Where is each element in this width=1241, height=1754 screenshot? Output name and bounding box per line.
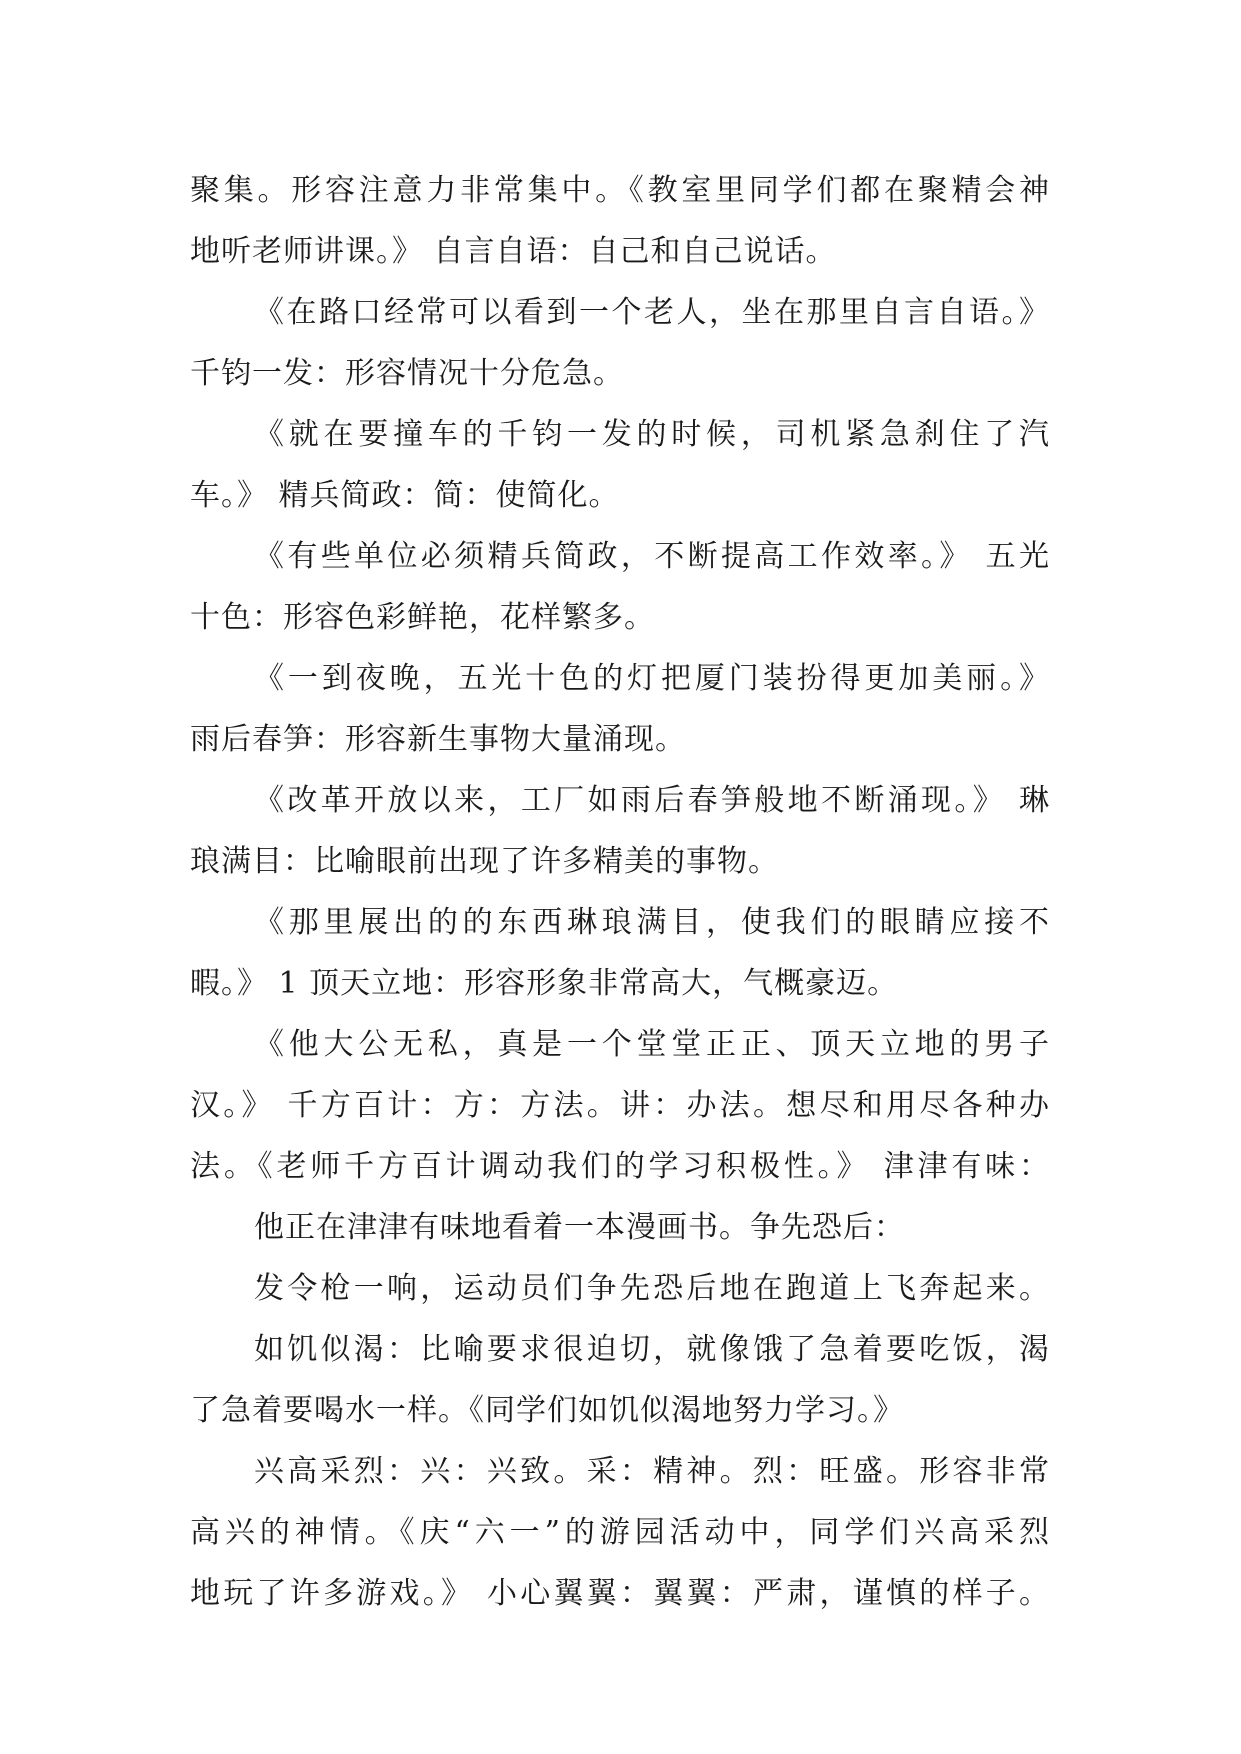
text-line: 千钧一发：形容情况十分危急。 [190,356,624,391]
text-line: 车。》 精兵简政：简：使简化。 [190,478,620,513]
text-line: 十色：形容色彩鲜艳，花样繁多。 [190,600,655,635]
text-line: 《就在要撞车的千钧一发的时候，司机紧急刹住了汽 [254,417,1050,452]
text-line: 暇。》 1 顶天立地：形容形象非常高大，气概豪迈。 [190,966,899,1001]
text-line: 兴高采烈：兴：兴致。采：精神。烈：旺盛。形容非常 [254,1454,1050,1489]
text-line: 《在路口经常可以看到一个老人，坐在那里自言自语。》 [254,295,1050,330]
text-line: 发令枪一响，运动员们争先恐后地在跑道上飞奔起来。 [254,1271,1050,1306]
text-line: 如饥似渴：比喻要求很迫切，就像饿了急着要吃饭，渴 [254,1332,1050,1367]
body-text [190,160,1050,1624]
text-line: 法。《老师千方百计调动我们的学习积极性。》 津津有味： [190,1149,1050,1184]
text-line: 《那里展出的的东西琳琅满目，使我们的眼睛应接不 [254,905,1050,940]
text-line: 汉。》 千方百计：方：方法。讲：办法。想尽和用尽各种办 [190,1088,1050,1123]
text-line: 雨后春笋：形容新生事物大量涌现。 [190,722,686,757]
text-line: 琅满目：比喻眼前出现了许多精美的事物。 [190,844,779,879]
text-line: 《一到夜晚，五光十色的灯把厦门装扮得更加美丽。》 [254,661,1050,696]
text-line: 了急着要喝水一样。《同学们如饥似渴地努力学习。》 [190,1393,904,1428]
text-line: 他正在津津有味地看着一本漫画书。争先恐后： [254,1210,905,1245]
text-line: 聚集。形容注意力非常集中。《教室里同学们都在聚精会神 [190,173,1050,208]
text-line: 《他大公无私，真是一个堂堂正正、顶天立地的男子 [254,1027,1050,1062]
text-line: 高兴的神情。《庆“六一”的游园活动中，同学们兴高采烈 [190,1515,1050,1550]
text-line: 《改革开放以来，工厂如雨后春笋般地不断涌现。》 琳 [254,783,1050,818]
text-line: 《有些单位必须精兵简政，不断提高工作效率。》 五光 [254,539,1050,574]
text-line: 地玩了许多游戏。》 小心翼翼：翼翼：严肃，谨慎的样子。 [190,1576,1050,1611]
text-line: 地听老师讲课。》 自言自语：自己和自己说话。 [190,234,837,269]
